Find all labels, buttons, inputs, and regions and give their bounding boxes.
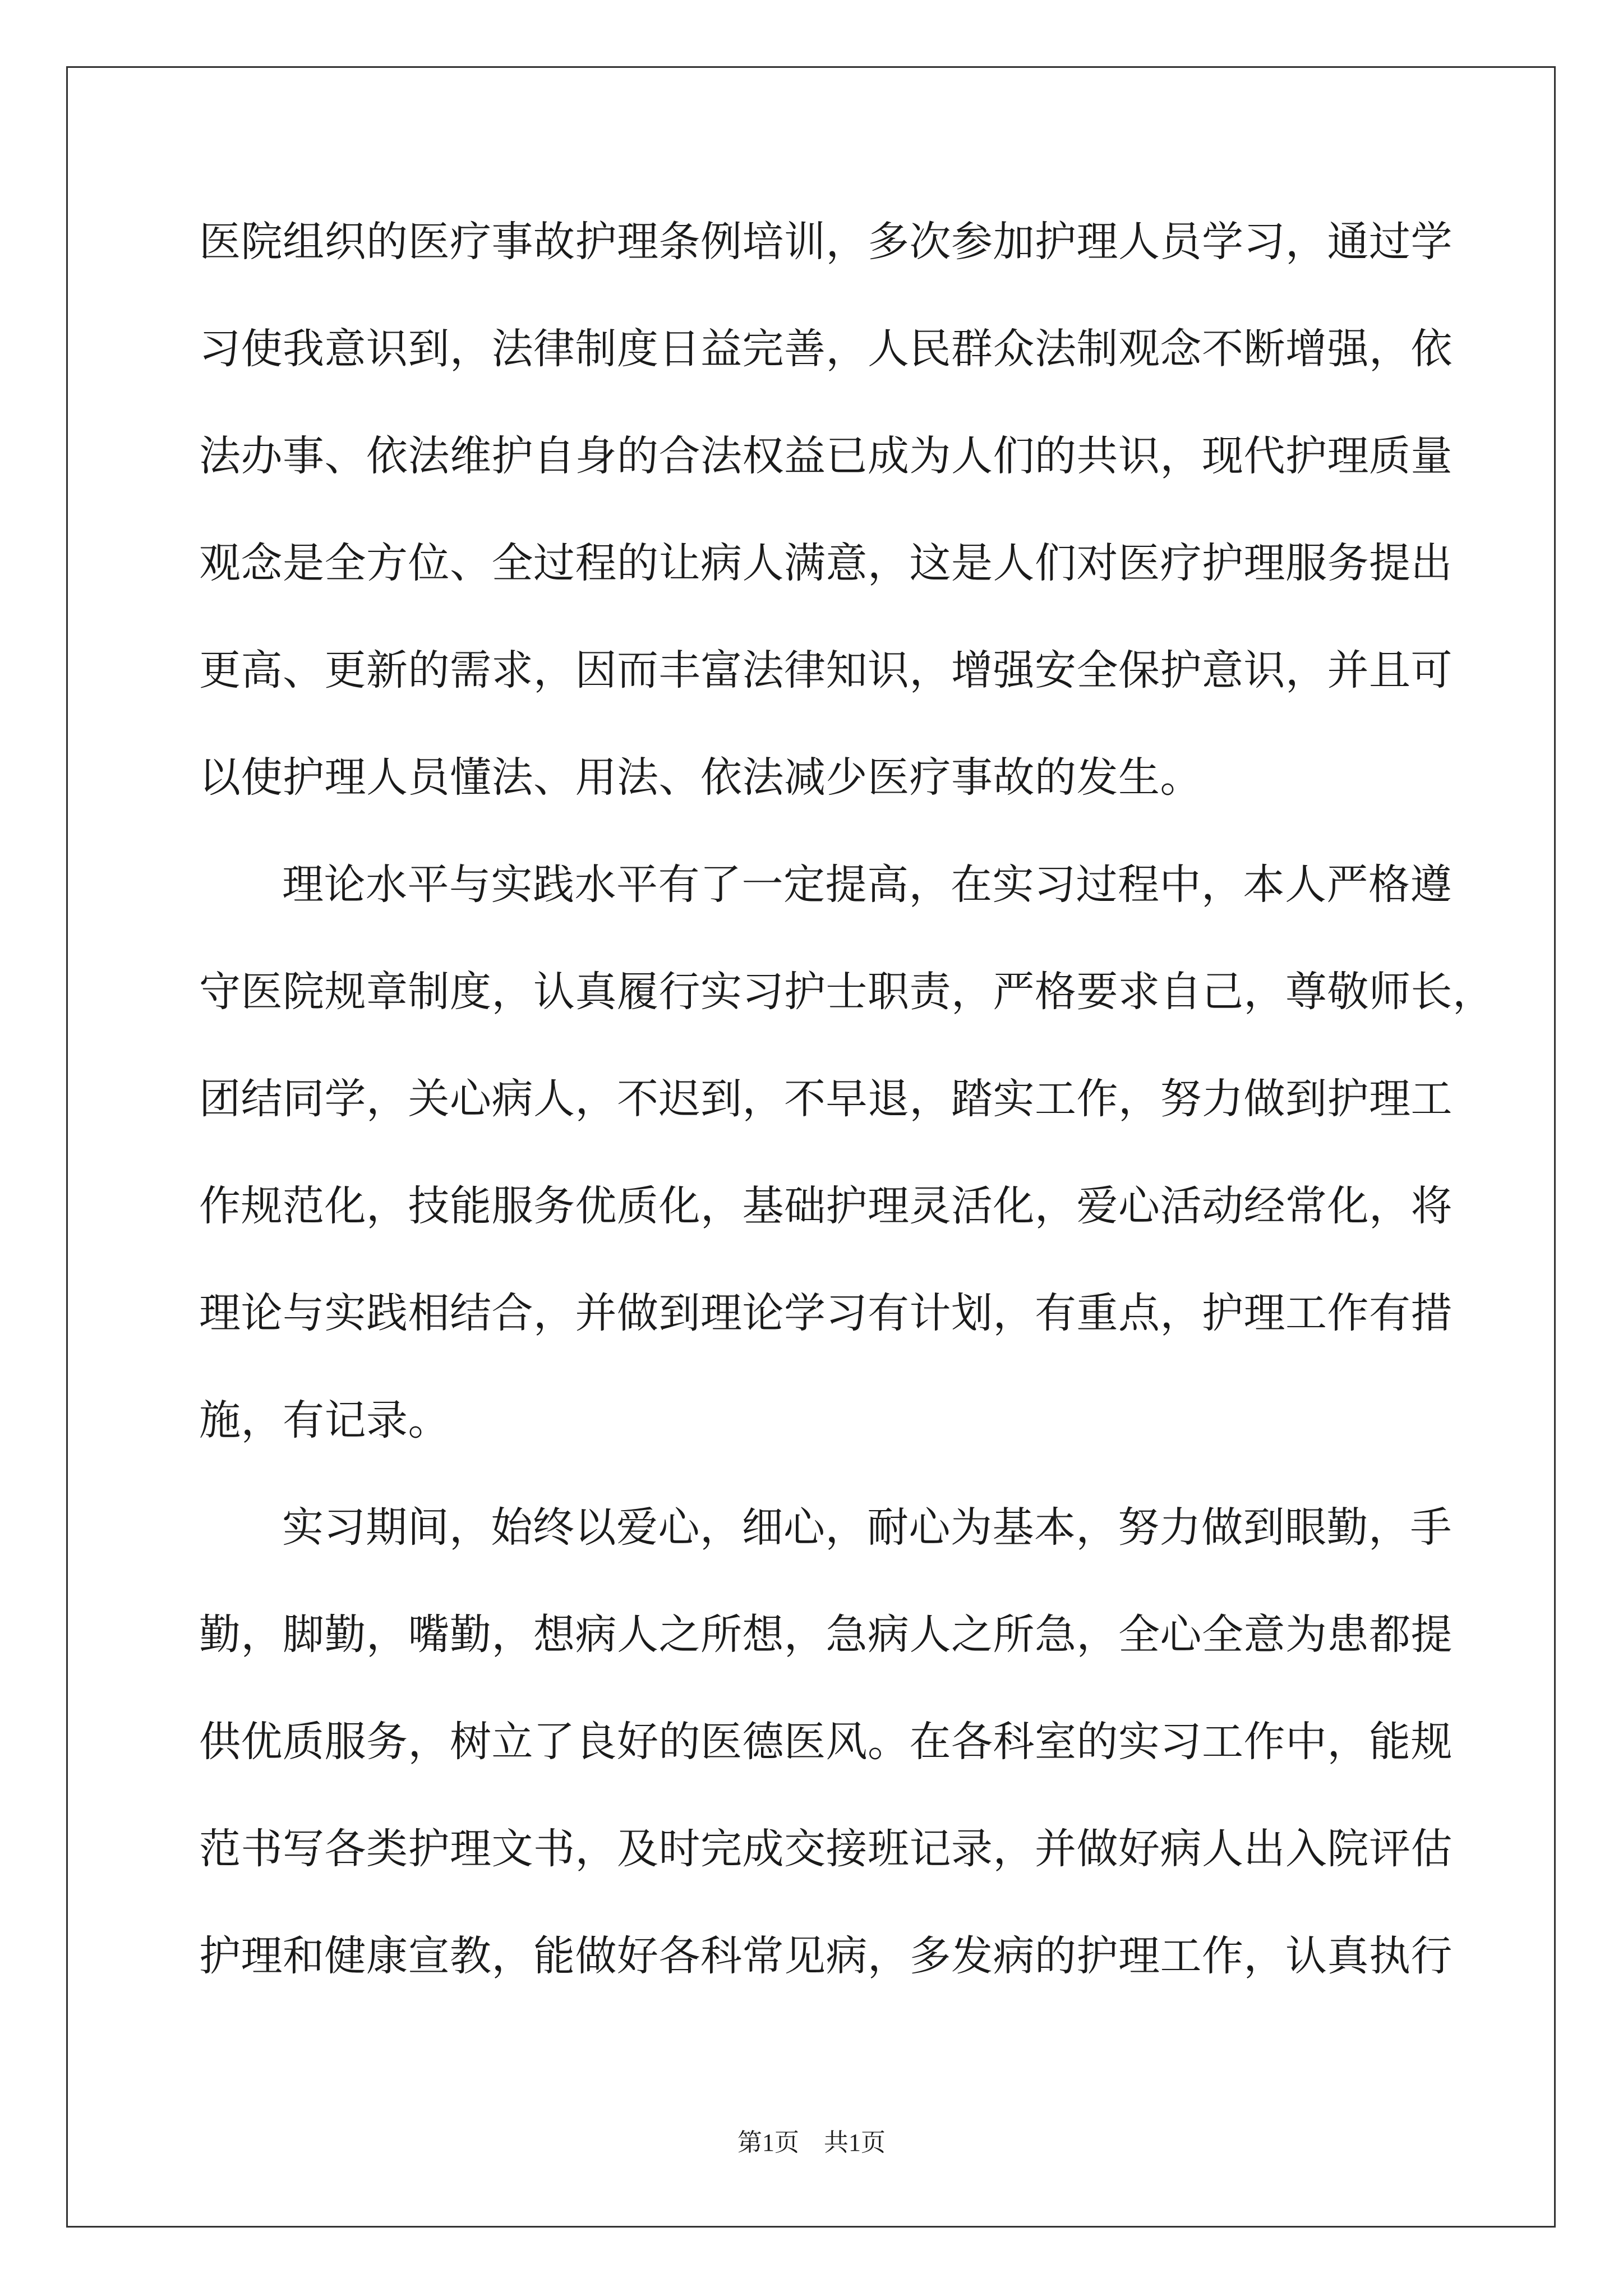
text-line: 医院组织的医疗事故护理条例培训，多次参加护理人员学习，通过学 <box>199 218 1453 266</box>
text-line: 范书写各类护理文书，及时完成交接班记录，并做好病人出入院评估 <box>199 1825 1453 1873</box>
paragraph-first-line: 理论水平与实践水平有了一定提高，在实习过程中，本人严格遵 <box>282 861 1452 909</box>
document-body <box>199 210 1495 2032</box>
text-line: 供优质服务，树立了良好的医德医风。在各科室的实习工作中，能规 <box>199 1718 1453 1766</box>
text-line: 勤，脚勤，嘴勤，想病人之所想，急病人之所急，全心全意为患都提 <box>199 1611 1453 1659</box>
text-line: 以使护理人员懂法、用法、依法减少医疗事故的发生。 <box>199 753 1202 802</box>
text-line: 更高、更新的需求，因而丰富法律知识，增强安全保护意识，并且可 <box>199 646 1453 694</box>
page-footer <box>0 2126 1623 2160</box>
text-line: 团结同学，关心病人，不迟到，不早退，踏实工作，努力做到护理工 <box>199 1075 1453 1123</box>
text-line: 守医院规章制度，认真履行实习护士职责，严格要求自己，尊敬师长， <box>199 968 1495 1016</box>
text-line: 施，有记录。 <box>199 1396 450 1444</box>
page-number-current: 第1页 <box>737 2129 799 2156</box>
page-number-total: 共1页 <box>824 2129 886 2156</box>
text-line: 护理和健康宣教，能做好各科常见病，多发病的护理工作，认真执行 <box>199 1932 1453 1980</box>
text-line: 观念是全方位、全过程的让病人满意，这是人们对医疗护理服务提出 <box>199 539 1453 587</box>
text-line: 法办事、依法维护自身的合法权益已成为人们的共识，现代护理质量 <box>199 432 1453 480</box>
paragraph-first-line: 实习期间，始终以爱心，细心，耐心为基本，努力做到眼勤，手 <box>282 1503 1452 1552</box>
text-line: 理论与实践相结合，并做到理论学习有计划，有重点，护理工作有措 <box>199 1289 1453 1337</box>
text-line: 作规范化，技能服务优质化，基础护理灵活化，爱心活动经常化，将 <box>199 1182 1453 1230</box>
text-line: 习使我意识到，法律制度日益完善，人民群众法制观念不断增强，依 <box>199 325 1453 373</box>
